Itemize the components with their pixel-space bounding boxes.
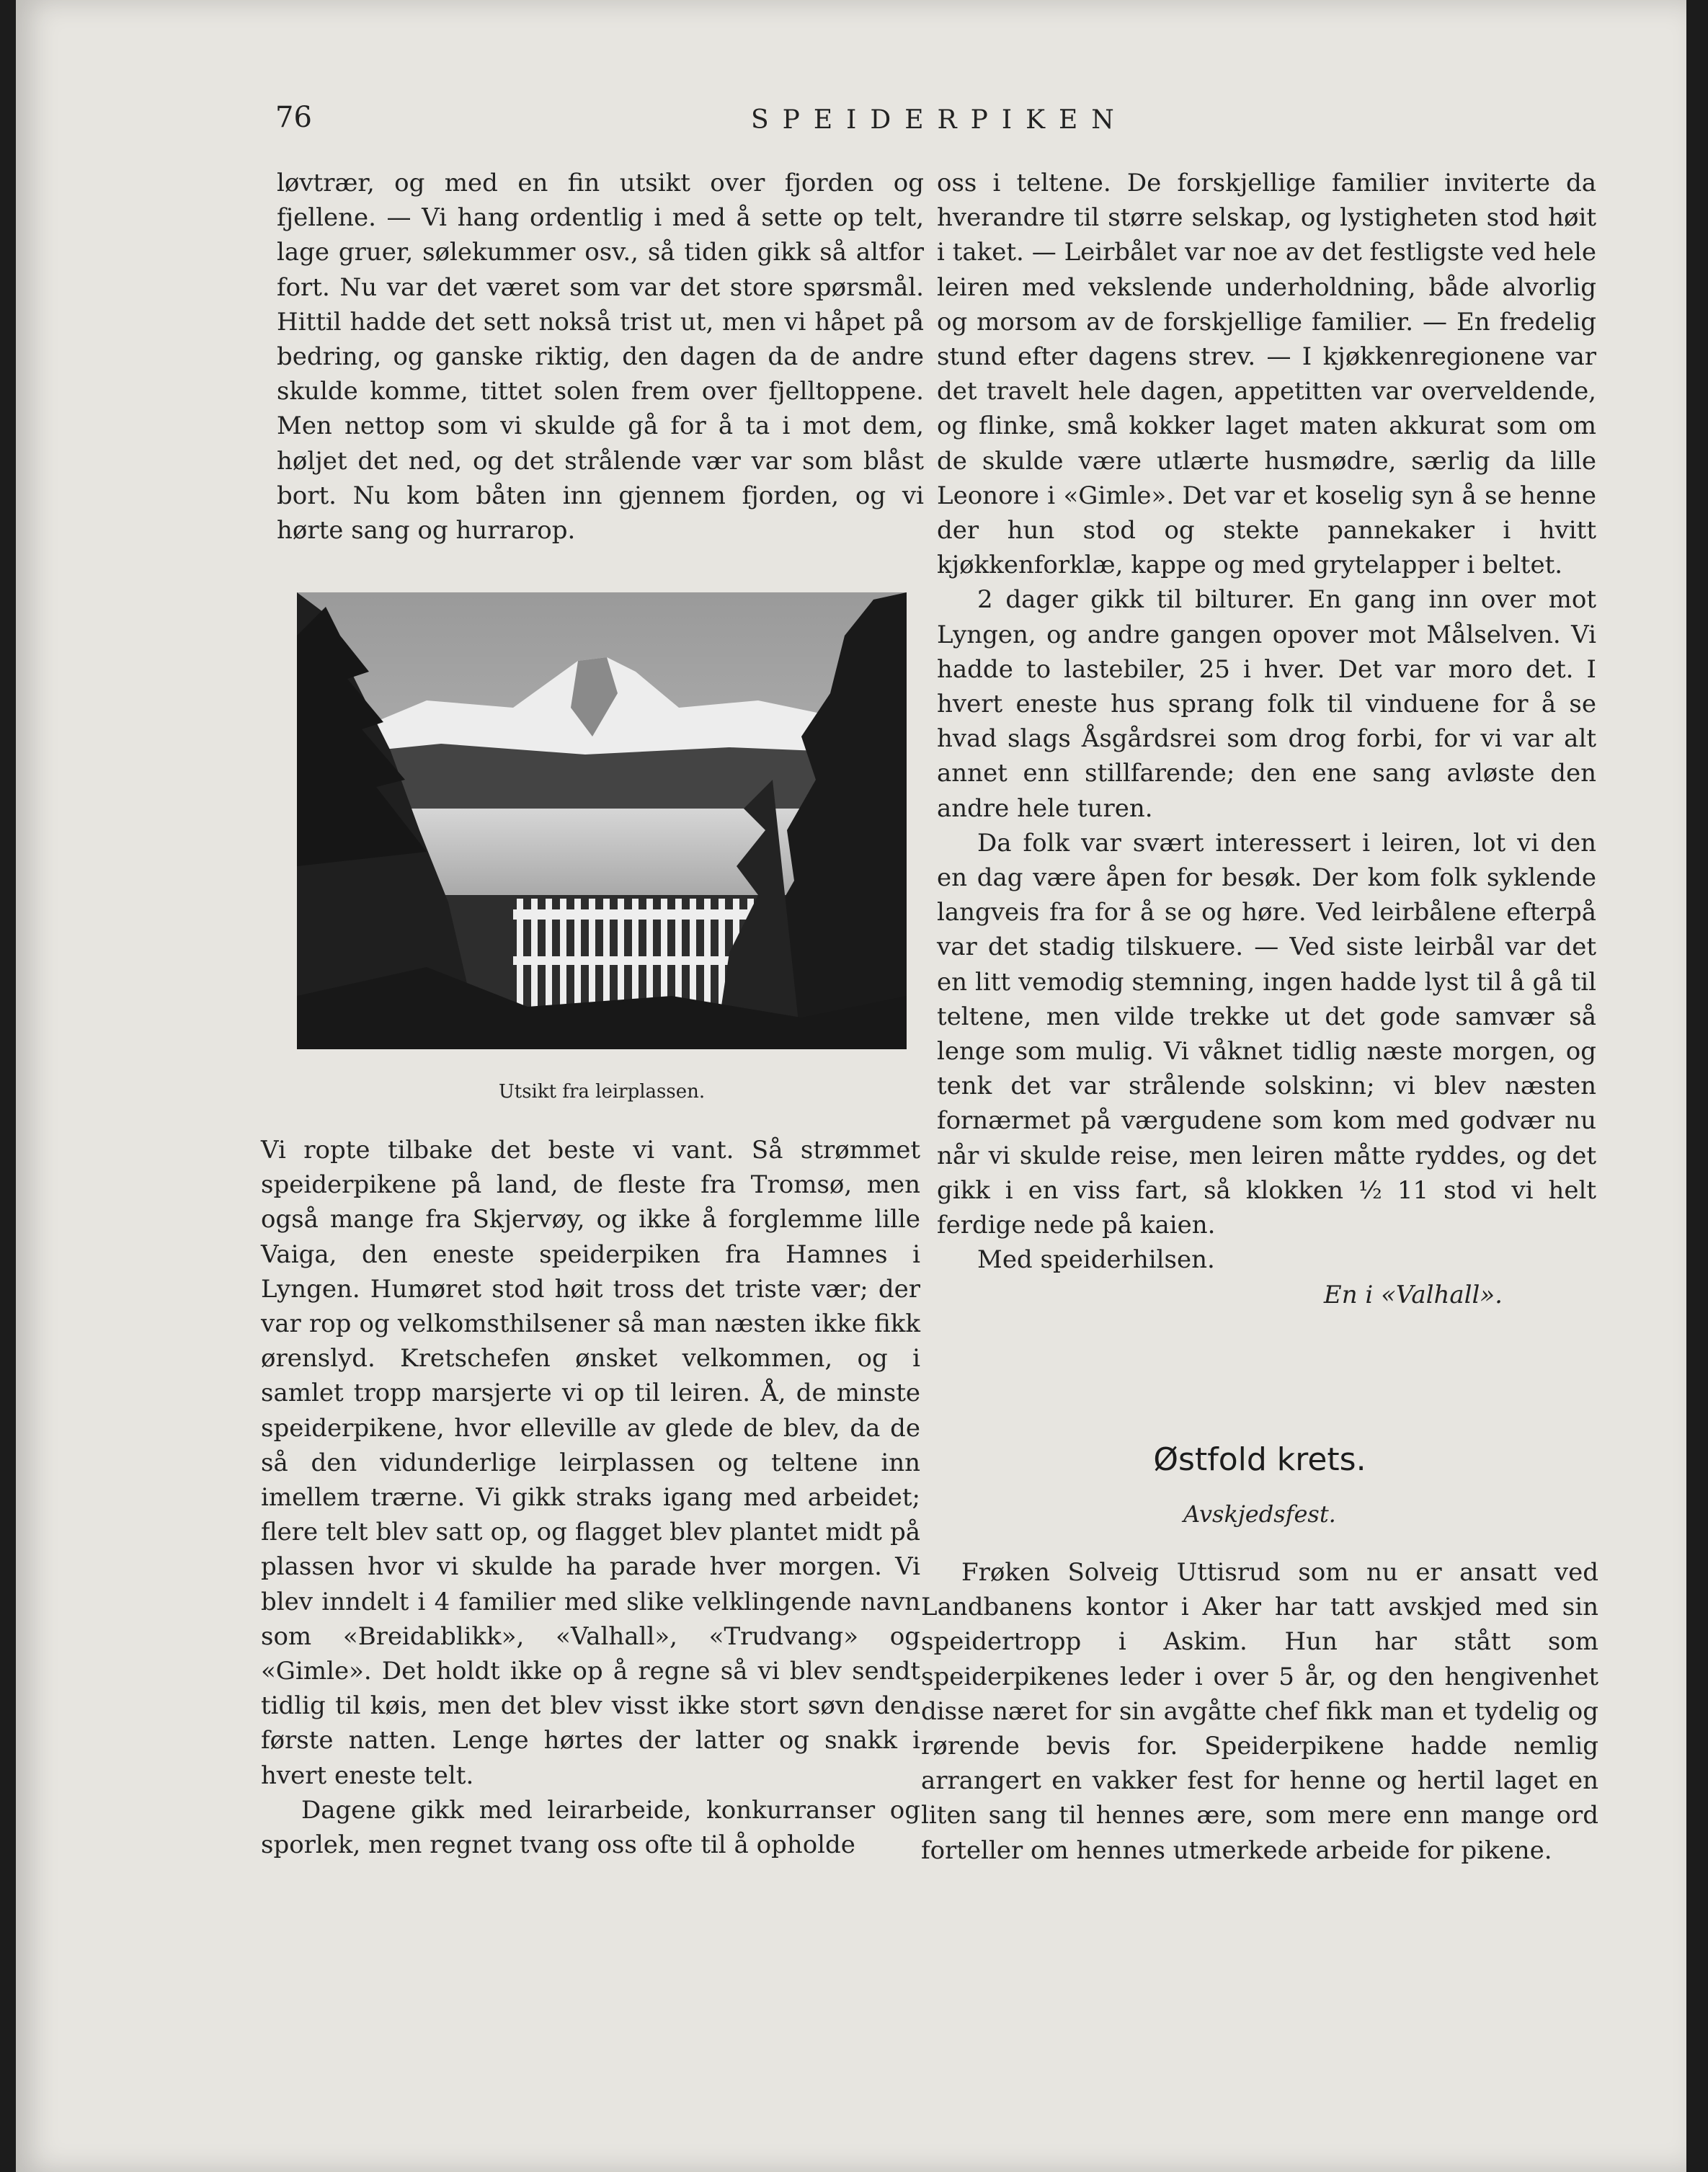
right-column-top — [937, 166, 1596, 1312]
paragraph: 2 dager gikk til bilturer. En gang inn over mot Lyngen, og andre gangen opover mot Målselven. Vi hadde to lastebiler, 25 i hver. Det var moro det. I hvert eneste hus sprang folk til vinduene for å se hvad slags Åsgårdsrei som drog forbi, for vi var alt annet enn stillfarende; den ene sang avløste den andre hele turen. — [937, 585, 1596, 823]
page-number: 76 — [275, 101, 312, 134]
section-title: Østfold krets. — [1153, 1441, 1366, 1478]
magazine-page — [16, 0, 1686, 2172]
section-subtitle: Avskjedsfest. — [1183, 1500, 1336, 1528]
paragraph: oss i teltene. De forskjellige familier inviterte da hverandre til større selskap, og lystigheten stod høit i taket. — Leirbålet var noe av det festligste ved hele leiren med vekslende underholdning, både alvorlig og morsom av de forskjellige familier. — En fredelig stund efter dagens strev. — I kjøkkenregionene var det travelt hele dagen, appetitten var overveldende, og flinke, små kokker laget maten akkurat som om de skulde være utlærte husmødre, særlig da lille Leonore i «Gimle». Det var et koselig syn å se henne der hun stod og stekte pannekaker i hvitt kjøkkenforklæ, kappe og med grytelapper i beltet. — [937, 169, 1596, 580]
closing-greeting: Med speiderhilsen. — [977, 1245, 1215, 1275]
paragraph: løvtrær, og med en fin utsikt over fjorden og fjellene. — Vi hang ordentlig i med å sette op telt, lage gruer, sølekummer osv., så tiden gikk så altfor fort. Nu var det været som var det store spørsmål. Hittil hadde det sett nokså trist ut, men vi håpet på bedring, og ganske riktig, den dagen da de andre skulde komme, tittet solen frem over fjelltoppene. Men nettop som vi skulde gå for å ta i mot dem, høljet det ned, og det strålende vær var som blåst bort. Nu kom båten inn gjennem fjorden, og vi hørte sang og hurrarop. — [277, 169, 924, 546]
section-body — [921, 1555, 1598, 1868]
left-column-top — [277, 166, 924, 548]
camp-view-photo — [297, 592, 907, 1049]
paragraph: Frøken Solveig Uttisrud som nu er ansatt ved Landbanens kontor i Aker har tatt avskjed med sin speidertropp i Askim. Hun har stått som speiderpikenes leder i over 5 år, og den hengivenhet disse næret for sin avgåtte chef fikk man et tydelig og rørende bevis for. Speiderpikene hadde nemlig arrangert en vakker fest for henne og hertil laget en liten sang til hennes ære, som mere enn mange ord forteller om hennes utmerkede arbeide for pikene. — [921, 1558, 1598, 1865]
paragraph: Dagene gikk med leirarbeide, konkurranser og sporlek, men regnet tvang oss ofte til å opholde — [261, 1795, 920, 1860]
left-column-bottom — [261, 1133, 920, 1862]
page-header — [16, 101, 1686, 144]
running-title: SPEIDERPIKEN — [751, 105, 1128, 135]
paragraph: Da folk var svært interessert i leiren, lot vi den en dag være åpen for besøk. Der kom folk syklende langveis fra for å se og høre. Ved leirbålene efterpå var det stadig tilskuere. — Ved siste leirbål var det en litt vemodig stemning, ingen hadde lyst til å gå til teltene, men vilde trekke ut det gode samvær så lenge som mulig. Vi våknet tidlig næste morgen, og tenk det var strålende solskinn; vi blev næsten fornærmet på værgudene som kom med godvær nu når vi skulde reise, men leiren måtte ryddes, og det gikk i en viss fart, så klokken ½ 11 stod vi helt ferdige nede på kaien. — [937, 828, 1596, 1240]
landscape-illustration — [297, 592, 907, 1049]
paragraph: Vi ropte tilbake det beste vi vant. Så strømmet speiderpikene på land, de fleste fra Tromsø, men også mange fra Skjervøy, og ikke å forglemme lille Vaiga, den eneste speiderpiken fra Hamnes i Lyngen. Humøret stod høit tross det triste vær; der var rop og velkomsthilsener så man næsten ikke fikk ørenslyd. Kretschefen ønsket velkommen, og i samlet tropp marsjerte vi op til leiren. Å, de minste speiderpikene, hvor elleville av glede de blev, da de så den vidunderlige leirplassen og teltene inn imellem trærne. Vi gikk straks igang med arbeidet; flere telt blev satt op, og flagget blev plantet midt på plassen hvor vi skulde ha parade hver morgen. Vi blev inndelt i 4 familier med slike velklingende navn som «Breidablikk», «Valhall», «Trudvang» og «Gimle». Det holdt ikke op å regne så vi blev sendt tidlig til køis, men det blev visst ikke stort søvn den første natten. Lenge hørtes der latter og snakk i hvert eneste telt. — [261, 1136, 920, 1790]
signature: En i «Valhall». — [1323, 1280, 1503, 1309]
photo-caption: Utsikt fra leirplassen. — [498, 1081, 706, 1103]
